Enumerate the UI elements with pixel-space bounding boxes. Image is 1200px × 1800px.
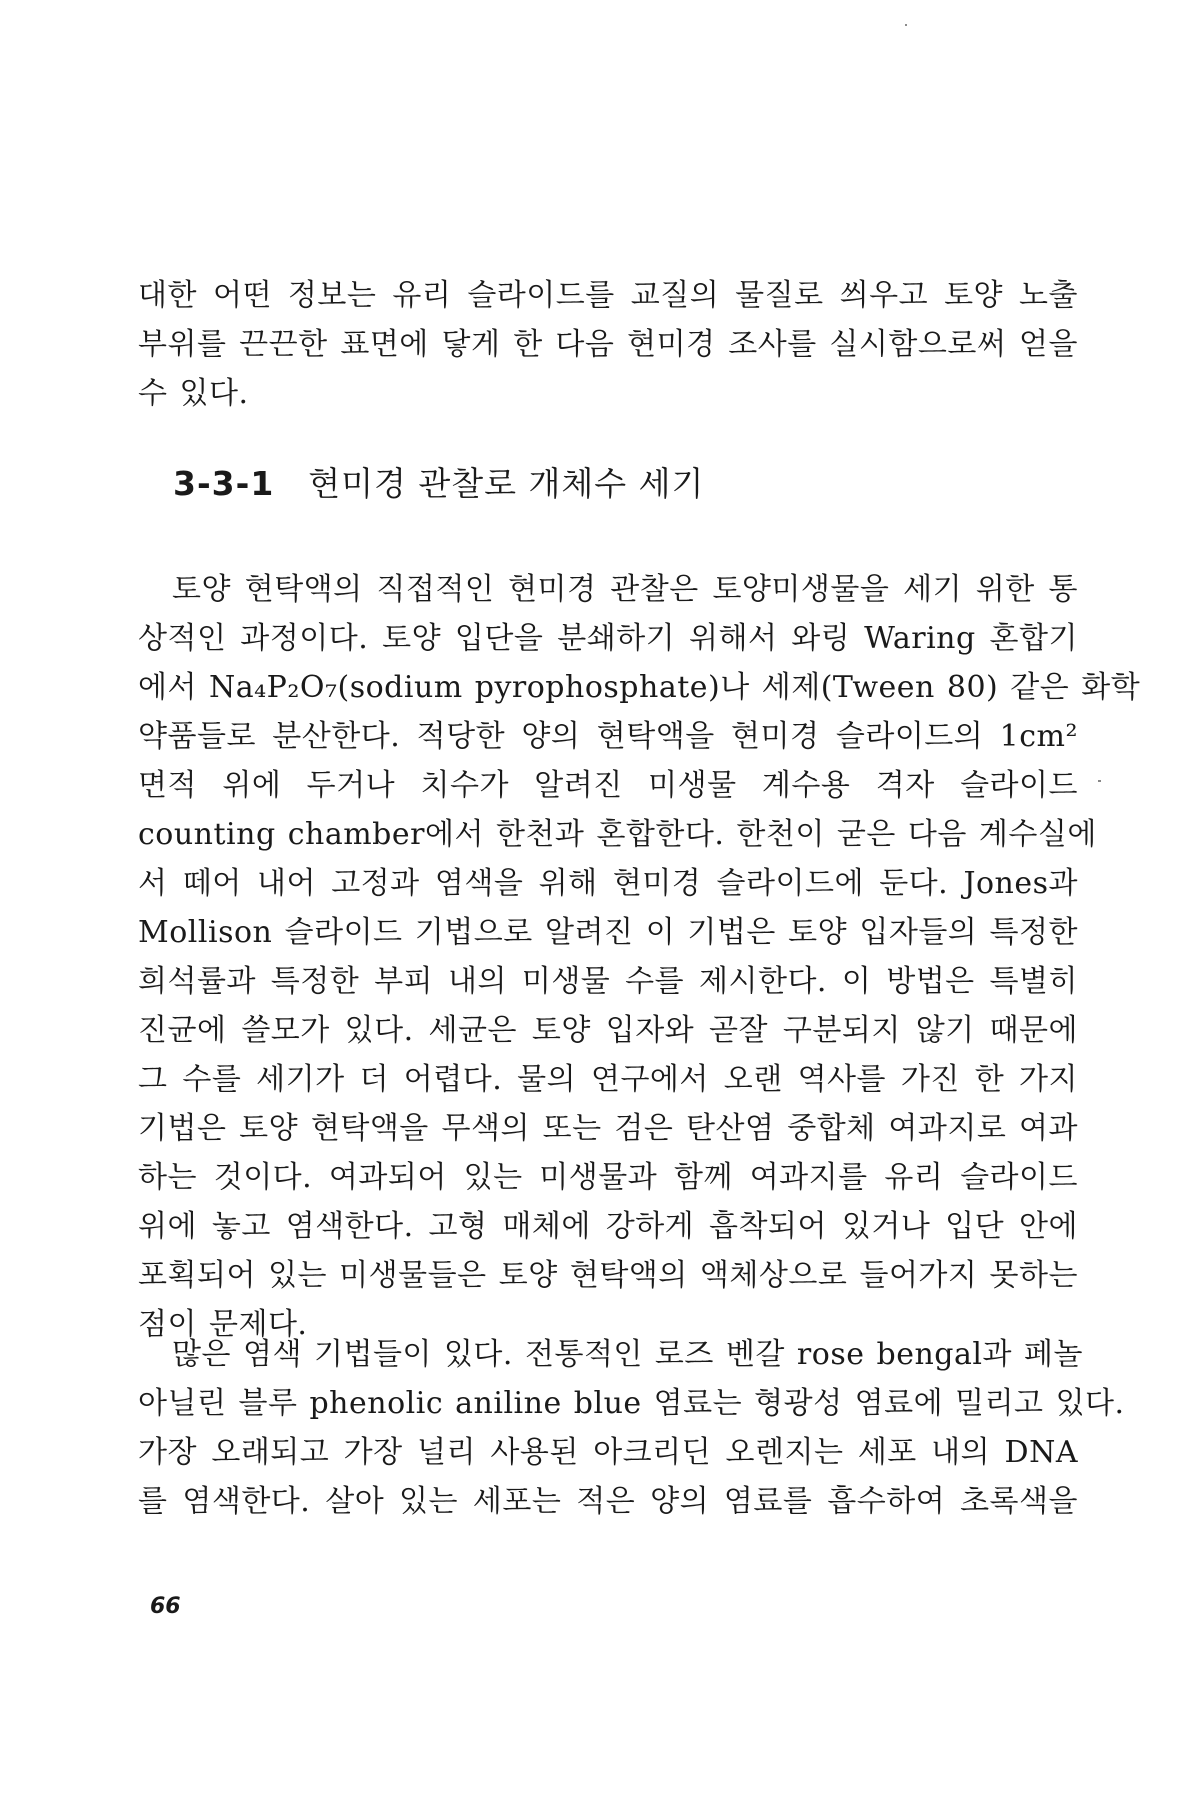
text-line: 하는 것이다. 여과되어 있는 미생물과 함께 여과지를 유리 슬라이드 [138,1160,1078,1195]
section-title: 현미경 관찰로 개체수 세기 [308,464,705,503]
text-line: 기법은 토양 현탁액을 무색의 또는 검은 탄산염 중합체 여과지로 여과 [138,1111,1078,1146]
text-line: 약품들로 분산한다. 적당한 양의 현탁액을 현미경 슬라이드의 1cm² [138,719,1078,754]
text-line: 를 염색한다. 살아 있는 세포는 적은 양의 염료를 흡수하여 초록색을 [138,1484,1078,1519]
text-line: 희석률과 특정한 부피 내의 미생물 수를 제시한다. 이 방법은 특별히 [138,964,1078,999]
text-line: 면적 위에 두거나 치수가 알려진 미생물 계수용 격자 슬라이드 [138,768,1078,803]
text-line: counting chamber에서 한천과 혼합한다. 한천이 굳은 다음 계수실에 [138,817,1097,852]
text-line: 그 수를 세기가 더 어렵다. 물의 연구에서 오랜 역사를 가진 한 가지 [138,1062,1078,1097]
body-paragraph [138,565,1141,1349]
continuation-paragraph [138,271,1078,418]
scan-speck [905,24,907,26]
scan-speck [1098,780,1101,782]
text-line: 점이 문제다. [138,1307,308,1342]
text-line: 아닐린 블루 phenolic aniline blue 염료는 형광성 염료에 밀리고 있다. [138,1386,1125,1421]
text-line: 진균에 쓸모가 있다. 세균은 토양 입자와 곧잘 구분되지 않기 때문에 [138,1013,1078,1048]
body-paragraph [138,1330,1125,1526]
text-line: 토양 현탁액의 직접적인 현미경 관찰은 토양미생물을 세기 위한 통 [172,572,1078,607]
text-line: 가장 오래되고 가장 널리 사용된 아크리딘 오렌지는 세포 내의 DNA [138,1435,1078,1470]
text-line: 에서 Na₄P₂O₇(sodium pyrophosphate)나 세제(Tween 80) 같은 화학 [138,670,1141,705]
text-line: 서 떼어 내어 고정과 염색을 위해 현미경 슬라이드에 둔다. Jones과 [138,866,1078,901]
section-heading [173,458,704,505]
text-line: 부위를 끈끈한 표면에 닿게 한 다음 현미경 조사를 실시함으로써 얻을 [138,327,1078,362]
section-number: 3-3-1 [173,464,275,503]
text-line: 수 있다. [138,376,249,411]
text-line: 많은 염색 기법들이 있다. 전통적인 로즈 벤갈 rose bengal과 페놀 [172,1337,1083,1372]
text-line: 상적인 과정이다. 토양 입단을 분쇄하기 위해서 와링 Waring 혼합기 [138,621,1078,656]
page-number: 66 [150,1594,181,1619]
text-line: 대한 어떤 정보는 유리 슬라이드를 교질의 물질로 씌우고 토양 노출 [138,278,1078,313]
text-line: Mollison 슬라이드 기법으로 알려진 이 기법은 토양 입자들의 특정한 [138,915,1078,950]
text-line: 포획되어 있는 미생물들은 토양 현탁액의 액체상으로 들어가지 못하는 [138,1258,1078,1293]
text-line: 위에 놓고 염색한다. 고형 매체에 강하게 흡착되어 있거나 입단 안에 [138,1209,1078,1244]
